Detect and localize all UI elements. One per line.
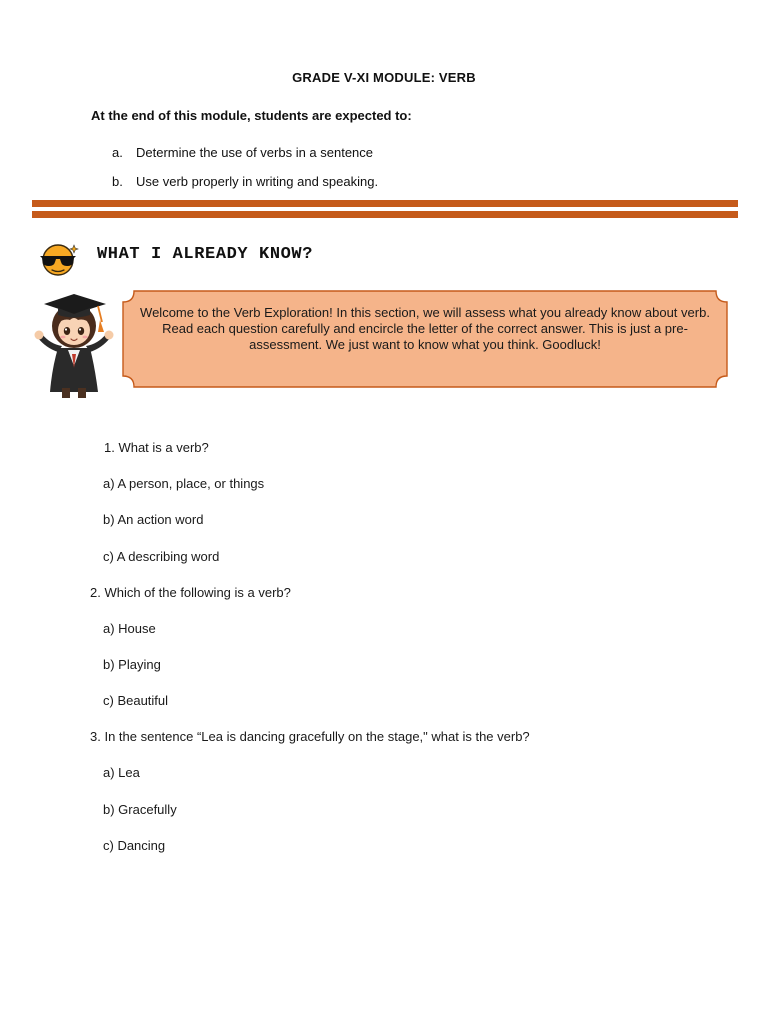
question-text: 1. What is a verb? (104, 440, 209, 455)
objective-marker: b. (112, 174, 123, 189)
answer-option: b) An action word (103, 512, 204, 527)
objective-item (112, 145, 373, 160)
divider-rule (32, 211, 738, 218)
answer-option: a) Lea (103, 765, 140, 780)
question-text: 3. In the sentence “Lea is dancing gracefully on the stage," what is the verb? (90, 729, 530, 744)
answer-option: b) Playing (103, 657, 161, 672)
instructions-text: Welcome to the Verb Exploration! In this section, we will assess what you already know about verb. Read each question carefully and encircle the letter of the correct answer. This is just a pre-assessment. We just want to know what you think. Goodluck! (140, 305, 710, 352)
graduate-mascot-icon (28, 288, 120, 400)
answer-option: a) A person, place, or things (103, 476, 265, 491)
question-text: 2. Which of the following is a verb? (90, 585, 291, 600)
answer-option: b) Gracefully (103, 802, 177, 817)
answer-option: c) Dancing (103, 838, 166, 853)
answer-option: c) Beautiful (103, 693, 169, 708)
answer-option: a) House (103, 621, 156, 636)
objectives-intro: At the end of this module, students are expected to: (91, 108, 412, 123)
objective-item (112, 174, 378, 189)
objective-text: Determine the use of verbs in a sentence (136, 145, 374, 160)
cool-emoji-icon (36, 241, 84, 277)
objective-marker: a. (112, 145, 123, 160)
section-heading: WHAT I ALREADY KNOW? (97, 245, 314, 264)
module-title: GRADE V-XI MODULE: VERB (292, 70, 476, 85)
divider-rule (32, 200, 738, 207)
objective-text: Use verb properly in writing and speaking. (136, 174, 379, 189)
answer-option: c) A describing word (103, 549, 220, 564)
